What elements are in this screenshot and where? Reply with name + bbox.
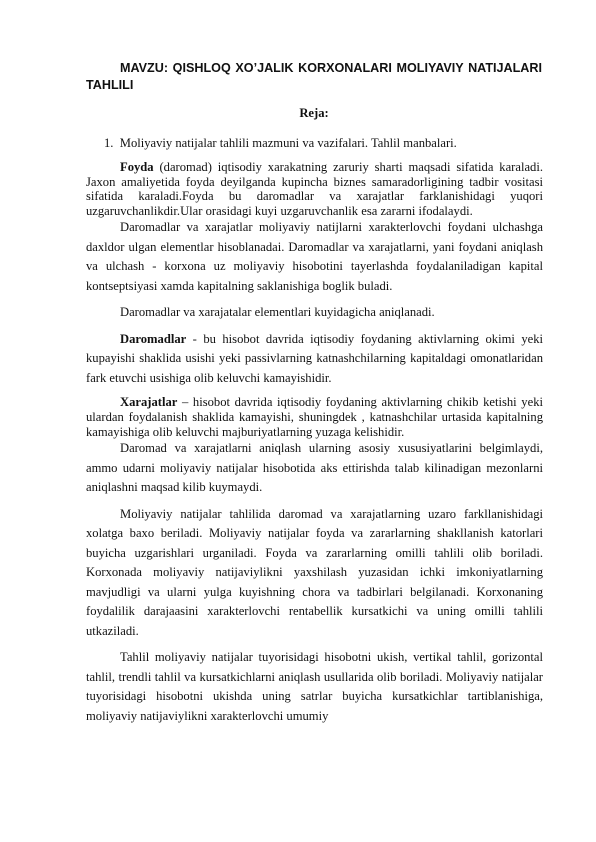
paragraph-aniqlash <box>86 439 543 498</box>
plan-item <box>104 136 544 151</box>
paragraph-text: Tahlil moliyaviy natijalar tuyorisidagi hisobotni ukish, vertikal tahlil, gorizontal tahlil, trendli tahlil va kursatkichlarni aniqlash usullarida olib boriladi. Moliyaviy natijalar tuyorisidagi hisobotni ukishda uning satrlar buyicha kursatkichlar tartiblanishiga, moliyaviy natijaviylikni xarakterlovchi umumiy <box>86 650 543 723</box>
title-text: MAVZU: QISHLOQ XO’JALIK KORXONALARI MOLIYAVIY NATIJALARI TAHLILI <box>86 61 542 92</box>
paragraph-elementlar <box>86 303 543 323</box>
paragraph-daromad-xarajat <box>86 218 543 296</box>
term-xarajatlar: Xarajatlar <box>120 395 178 410</box>
document-title <box>86 60 542 94</box>
paragraph-text: – hisobot davrida iqtisodiy foydaning aktivlarning chikib ketishi yeki ulardan foydalanish shaklida kamayishi, shuningdek , katnashchilar urtasida kapitalning kamayishiga olib keluvchi majburiyatlarning yuzaga kelishidir. <box>86 395 543 439</box>
paragraph-daromadlar <box>86 330 543 389</box>
paragraph-gap <box>86 388 543 395</box>
paragraph-text: (daromad) iqtisodiy xarakatning zaruriy sharti maqsadi sifatida karaladi. Jaxon amaliyetida foyda deyilganda kupincha biznes samaradorligining tadbir vositasi sifatida karaladi.Foyda bu daromadlar va xarajatlar farklanishidagi yuqori uzgaruvchanlikdir.Ular orasidagi kuyi uzgaruvchanlik esa zararni ifodalaydi. <box>86 160 543 218</box>
term-foyda: Foyda <box>120 160 154 174</box>
paragraph-gap <box>86 498 543 505</box>
paragraph-foyda <box>86 160 543 218</box>
document-body <box>86 160 543 726</box>
term-daromadlar: Daromadlar <box>120 331 187 346</box>
plan-item-text: Moliyaviy natijalar tahlili mazmuni va vazifalari. Tahlil manbalari. <box>119 136 457 150</box>
paragraph-gap <box>86 296 543 303</box>
paragraph-tahlil <box>86 505 543 642</box>
paragraph-text: - bu hisobot davrida iqtisodiy foydaning aktivlarning okimi yeki kupayishi shaklida usishi yeki passivlarning katnashchilarning kapitaldagi omonatlaridan fark etuvchi usishiga olib keluvchi kamayishidir. <box>86 331 543 385</box>
plan-heading: Reja: <box>299 106 329 120</box>
paragraph-usullar <box>86 648 543 726</box>
paragraph-gap <box>86 323 543 330</box>
paragraph-text: Moliyaviy natijalar tahlilida daromad va xarajatlarning uzaro farkllanishidagi xolatga baxo beriladi. Moliyaviy natijalar foyda va zararlarning shakllanish katorlari buyicha uzgarishlari urganiladi. Foyda va zararlarning omilli tahlili olib boriladi. Korxonada moliyaviy natijaviylikni yaxshilash yuzasidan ichki imkoniyatlarning mavjudligi va ularni yulga kuyishning chora va tadbirlari belgilanadi. Korxonaning foydalilik darajaasini xarakterlovchi rentabellik kursatkichi va uning omilli tahlili utkaziladi. <box>86 506 543 638</box>
plan-item-number: 1. <box>104 136 114 150</box>
paragraph-xarajatlar <box>86 395 543 439</box>
paragraph-text: Daromad va xarajatlarni aniqlash ularning asosiy xususiyatlarini belgimlaydi, ammo udarni moliyaviy natijalar hisobotida aks ettirishda talab kilinadigan mezonlarni aniqlashni maqsad kilib kuymaydi. <box>86 441 543 495</box>
paragraph-text: Daromadlar va xarajatlar moliyaviy natijlarni xarakterlovchi foydani ulchashga daxldor ulgan elementlar hisoblanadai. Daromadlar va xarajatlarni, yani foydani aniqlash va ulchash - korxona uz moliyaviy hisobotini tayerlashda foydalaniladigan kapital kontseptsiyasi xamda kapitalning saklanishiga boglik buladi. <box>86 220 543 293</box>
paragraph-gap <box>86 641 543 648</box>
paragraph-text: Daromadlar va xarajatalar elementlari kuyidagicha aniqlanadi. <box>120 305 435 320</box>
